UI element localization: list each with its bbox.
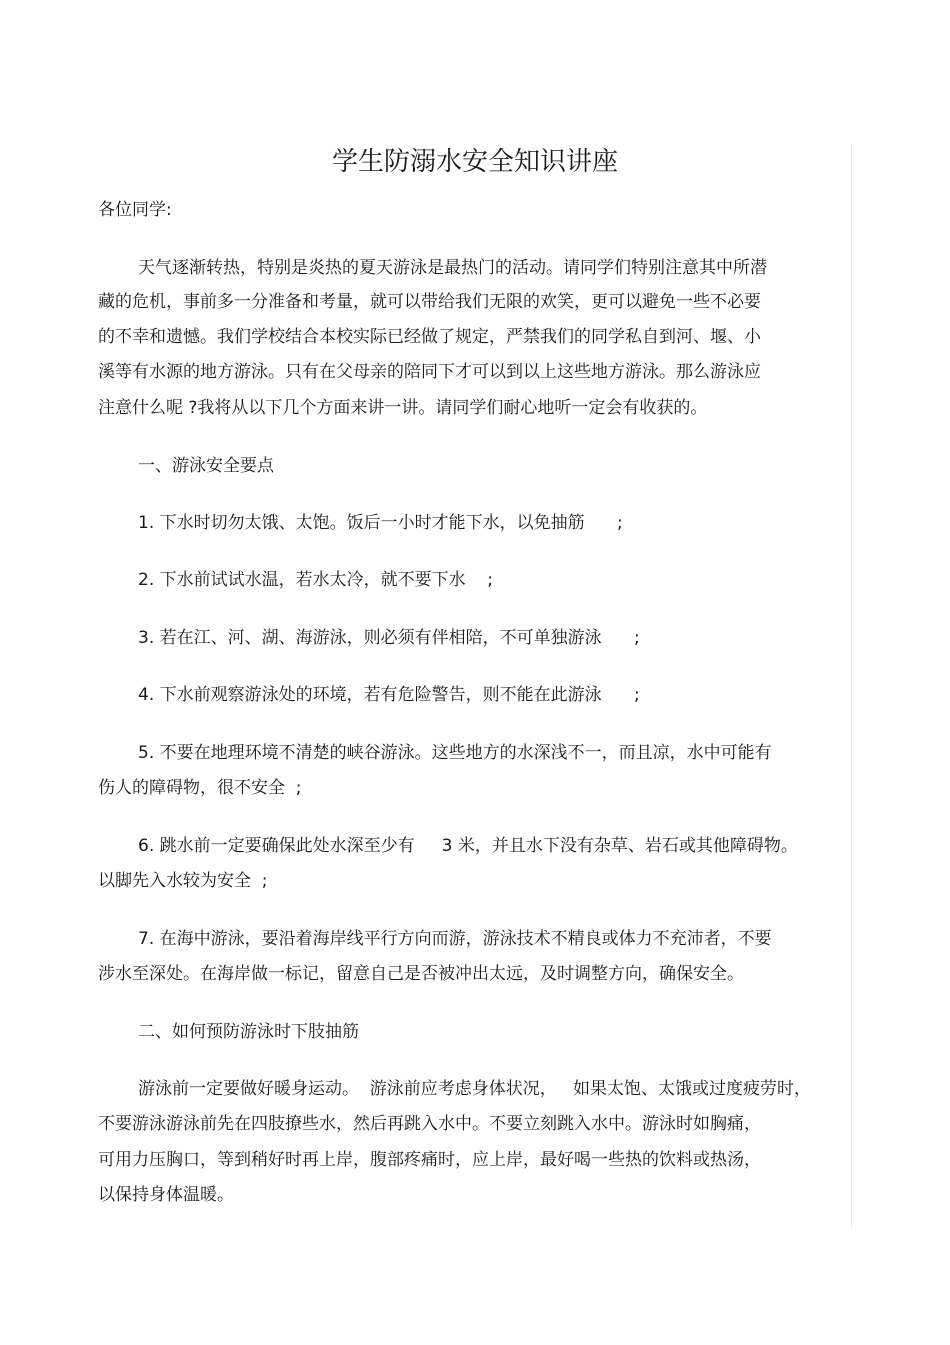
page-edge-rule: [851, 145, 852, 1227]
list-item-5-line-1: 5. 不要在地理环境不清楚的峡谷游泳。这些地方的水深浅不一，而且凉，水中可能有: [138, 743, 772, 763]
page-title: 学生防溺水安全知识讲座: [331, 147, 618, 177]
section2-line-3: 可用力压胸口，等到稍好时再上岸，腹部疼痛时，应上岸，最好喝一些热的饮料或热汤，: [98, 1150, 761, 1170]
section2-heading: 二、如何预防游泳时下肢抽筋: [138, 1022, 359, 1042]
list-item-4: 4. 下水前观察游泳处的环境，若有危险警告，则不能在此游泳 ;: [138, 685, 640, 705]
section2-line-1: 游泳前一定要做好暖身运动。 游泳前应考虑身体状况， 如果太饱、太饿或过度疲劳时，: [138, 1079, 812, 1099]
section1-heading: 一、游泳安全要点: [138, 456, 274, 476]
list-item-1: 1. 下水时切勿太饿、太饱。饭后一小时才能下水，以免抽筋 ;: [138, 513, 623, 533]
intro-line-5: 注意什么呢 ?我将从以下几个方面来讲一讲。请同学们耐心地听一定会有收获的。: [98, 398, 708, 418]
list-item-7-line-2: 涉水至深处。在海岸做一标记，留意自己是否被冲出太远，及时调整方向，确保安全。: [98, 964, 744, 984]
list-item-6-line-2: 以脚先入水较为安全 ;: [98, 871, 268, 891]
list-item-3: 3. 若在江、河、湖、海游泳，则必须有伴相陪，不可单独游泳 ;: [138, 628, 640, 648]
list-item-6-line-1: 6. 跳水前一定要确保此处水深至少有 3 米，并且水下没有杂草、岩石或其他障碍物。: [138, 836, 798, 856]
section2-line-4: 以保持身体温暖。: [98, 1185, 234, 1205]
list-item-2: 2. 下水前试试水温，若水太冷，就不要下水 ;: [138, 570, 493, 590]
intro-line-1: 天气逐渐转热，特别是炎热的夏天游泳是最热门的活动。请同学们特别注意其中所潜: [138, 258, 767, 278]
greeting: 各位同学:: [98, 200, 172, 220]
intro-line-2: 藏的危机，事前多一分准备和考量，就可以带给我们无限的欢笑，更可以避免一些不必要: [98, 292, 761, 312]
list-item-7-line-1: 7. 在海中游泳，要沿着海岸线平行方向而游，游泳技术不精良或体力不充沛者，不要: [138, 929, 772, 949]
list-item-5-line-2: 伤人的障碍物，很不安全 ;: [98, 778, 302, 798]
intro-line-4: 溪等有水源的地方游泳。只有在父母亲的陪同下才可以到以上这些地方游泳。那么游泳应: [98, 362, 761, 382]
section2-line-2: 不要游泳游泳前先在四肢撩些水，然后再跳入水中。不要立刻跳入水中。游泳时如胸痛，: [98, 1114, 761, 1134]
intro-line-3: 的不幸和遗憾。我们学校结合本校实际已经做了规定，严禁我们的同学私自到河、堰、小: [98, 327, 761, 347]
